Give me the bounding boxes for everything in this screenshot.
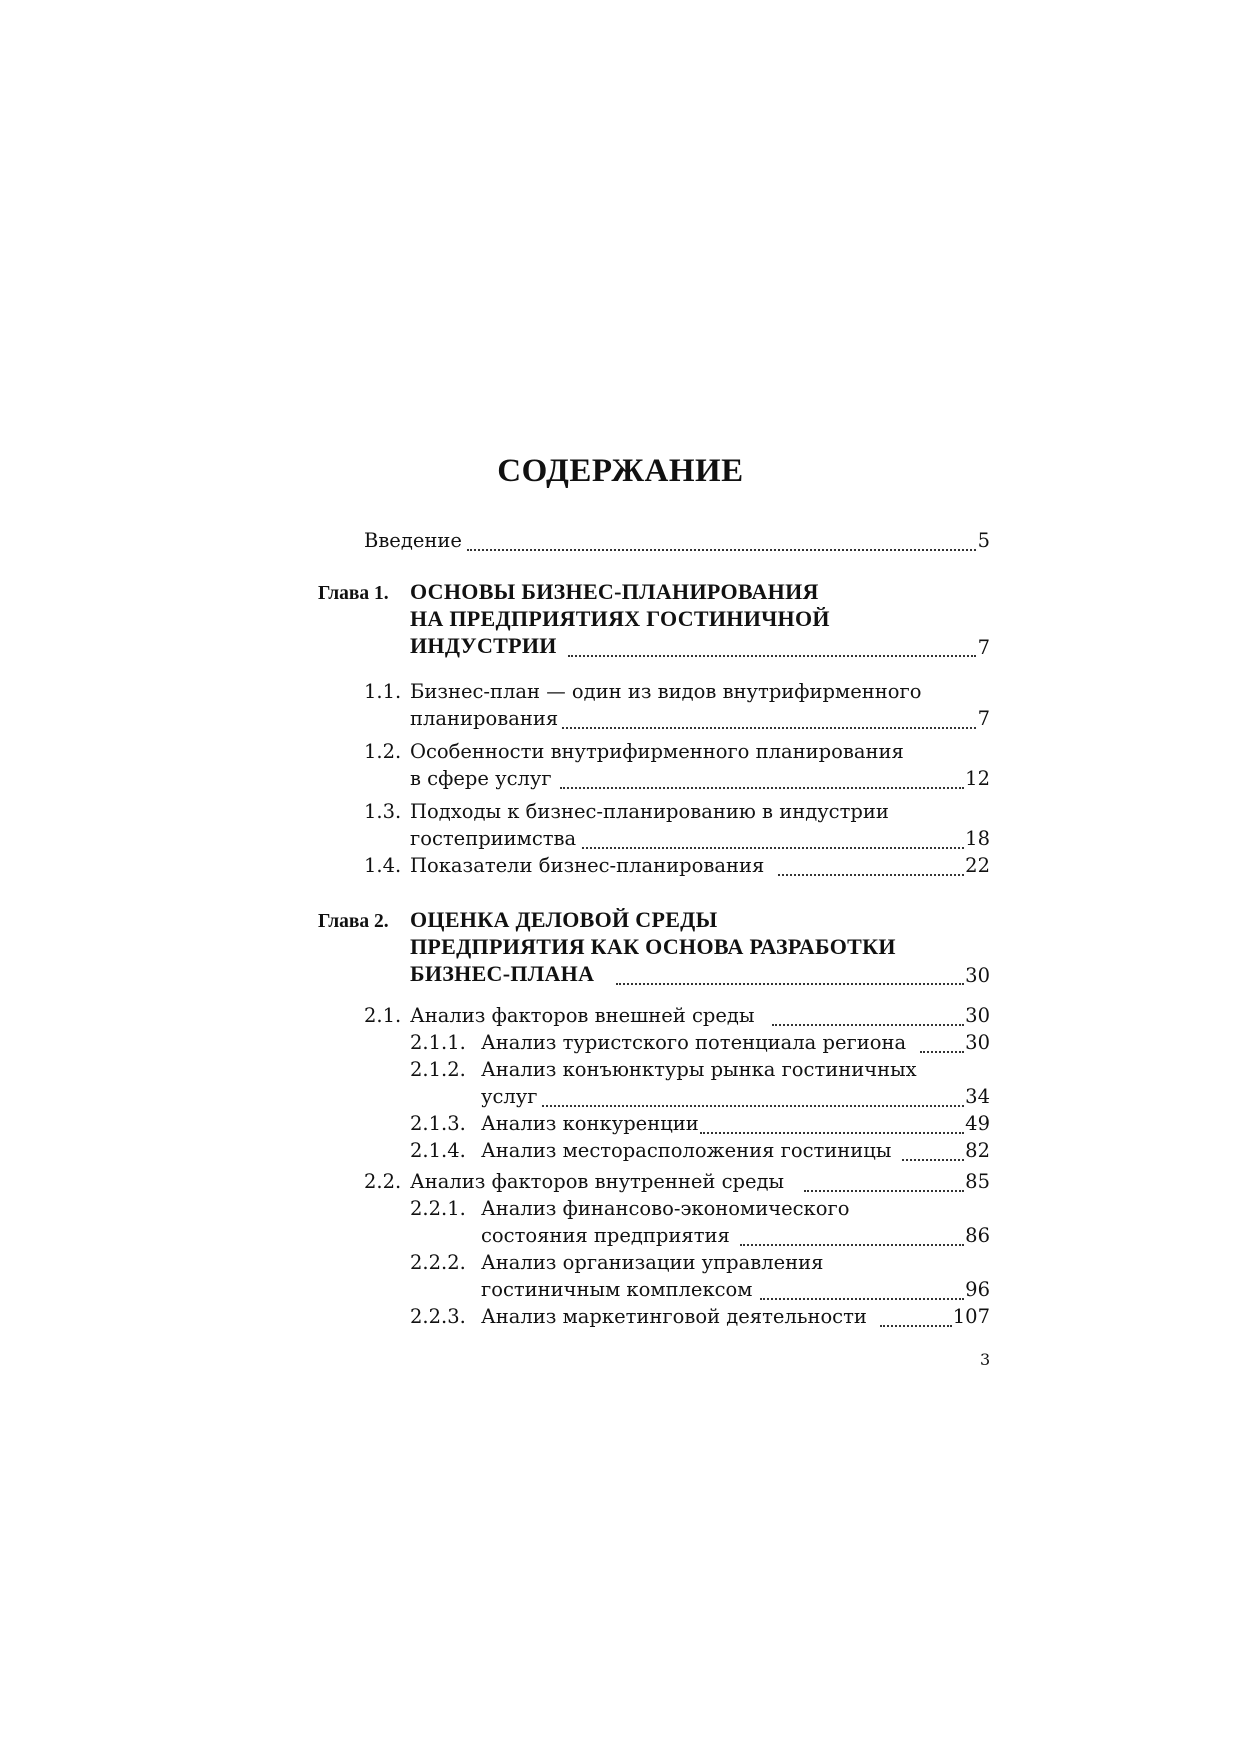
subsection-title-line: Анализ туристского потенциала региона [481,1031,907,1054]
dot-leader [920,1051,964,1053]
toc-page-number: 22 [965,854,990,877]
section-title-line: гостеприимства [410,827,577,850]
dot-leader [772,1024,964,1026]
dot-leader [560,787,964,789]
toc-page-number: 30 [965,1031,990,1054]
section-number: 1.4. [364,854,402,877]
subsection-number: 2.1.3. [410,1112,466,1135]
chapter-title-line: ОСНОВЫ БИЗНЕС-ПЛАНИРОВАНИЯ [410,579,819,604]
section-title-line: планирования [410,707,559,730]
section-title-line: Особенности внутрифирменного планирования [410,740,904,763]
section-number: 1.2. [364,740,402,763]
section-title-line: Показатели бизнес-планирования [410,854,765,877]
subsection-number: 2.1.2. [410,1058,466,1081]
dot-leader [582,847,964,849]
section-number: 2.2. [364,1170,402,1193]
dot-leader [902,1159,964,1161]
toc-page-number: 96 [965,1278,990,1301]
section-number: 2.1. [364,1004,402,1027]
subsection-title-line: услуг [481,1085,538,1108]
section-title-line: Анализ факторов внутренней среды [410,1170,785,1193]
subsection-number: 2.2.1. [410,1197,466,1220]
dot-leader [542,1105,964,1107]
dot-leader [616,983,964,985]
toc-page-number: 7 [977,636,990,659]
subsection-title-line: состояния предприятия [481,1224,730,1247]
toc-page-number: 82 [965,1139,990,1162]
chapter-title-line: НА ПРЕДПРИЯТИЯХ ГОСТИНИЧНОЙ [410,606,830,631]
subsection-number: 2.1.1. [410,1031,466,1054]
dot-leader [804,1190,964,1192]
chapter-label: Глава 2. [318,911,389,932]
chapter-title-line: ИНДУСТРИИ [410,633,557,658]
chapter-title-line: БИЗНЕС-ПЛАНА [410,961,595,986]
subsection-number: 2.2.2. [410,1251,466,1274]
section-title-line: Подходы к бизнес-планированию в индустрии [410,800,889,823]
dot-leader [467,549,976,551]
subsection-title-line: гостиничным комплексом [481,1278,753,1301]
toc-page-number: 18 [965,827,990,850]
subsection-title-line: Анализ маркетинговой деятельности [481,1305,867,1328]
section-number: 1.1. [364,680,402,703]
chapter-label: Глава 1. [318,583,389,604]
subsection-title-line: Анализ месторасположения гостиницы [481,1139,892,1162]
dot-leader [568,655,976,657]
toc-page-number: 49 [965,1112,990,1135]
subsection-title-line: Анализ конъюнктуры рынка гостиничных [481,1058,917,1081]
dot-leader [562,727,976,729]
subsection-title-line: Анализ конкуренции [481,1112,699,1135]
toc-page-number: 30 [965,964,990,987]
toc-page-number: 85 [965,1170,990,1193]
chapter-title-line: ПРЕДПРИЯТИЯ КАК ОСНОВА РАЗРАБОТКИ [410,934,896,959]
dot-leader [740,1244,964,1246]
subsection-title-line: Анализ организации управления [481,1251,824,1274]
page-title: СОДЕРЖАНИЕ [497,453,744,489]
toc-page-number: 34 [965,1085,990,1108]
page-number: 3 [980,1350,991,1369]
dot-leader [778,874,964,876]
toc-page-number: 7 [977,707,990,730]
toc-page-number: 30 [965,1004,990,1027]
toc-page-number: 86 [965,1224,990,1247]
subsection-number: 2.1.4. [410,1139,466,1162]
section-title-line: Анализ факторов внешней среды [410,1004,755,1027]
dot-leader [880,1325,952,1327]
toc-page-number: 5 [977,529,990,552]
section-number: 1.3. [364,800,402,823]
dot-leader [760,1298,964,1300]
toc-page-number: 107 [952,1305,990,1328]
section-title-line: Бизнес-план — один из видов внутрифирменного [410,680,922,703]
toc-entry-text: Введение [364,529,462,552]
subsection-number: 2.2.3. [410,1305,466,1328]
subsection-title-line: Анализ финансово-экономического [481,1197,850,1220]
dot-leader [700,1132,964,1134]
chapter-title-line: ОЦЕНКА ДЕЛОВОЙ СРЕДЫ [410,907,718,932]
section-title-line: в сфере услуг [410,767,552,790]
toc-page-number: 12 [965,767,990,790]
